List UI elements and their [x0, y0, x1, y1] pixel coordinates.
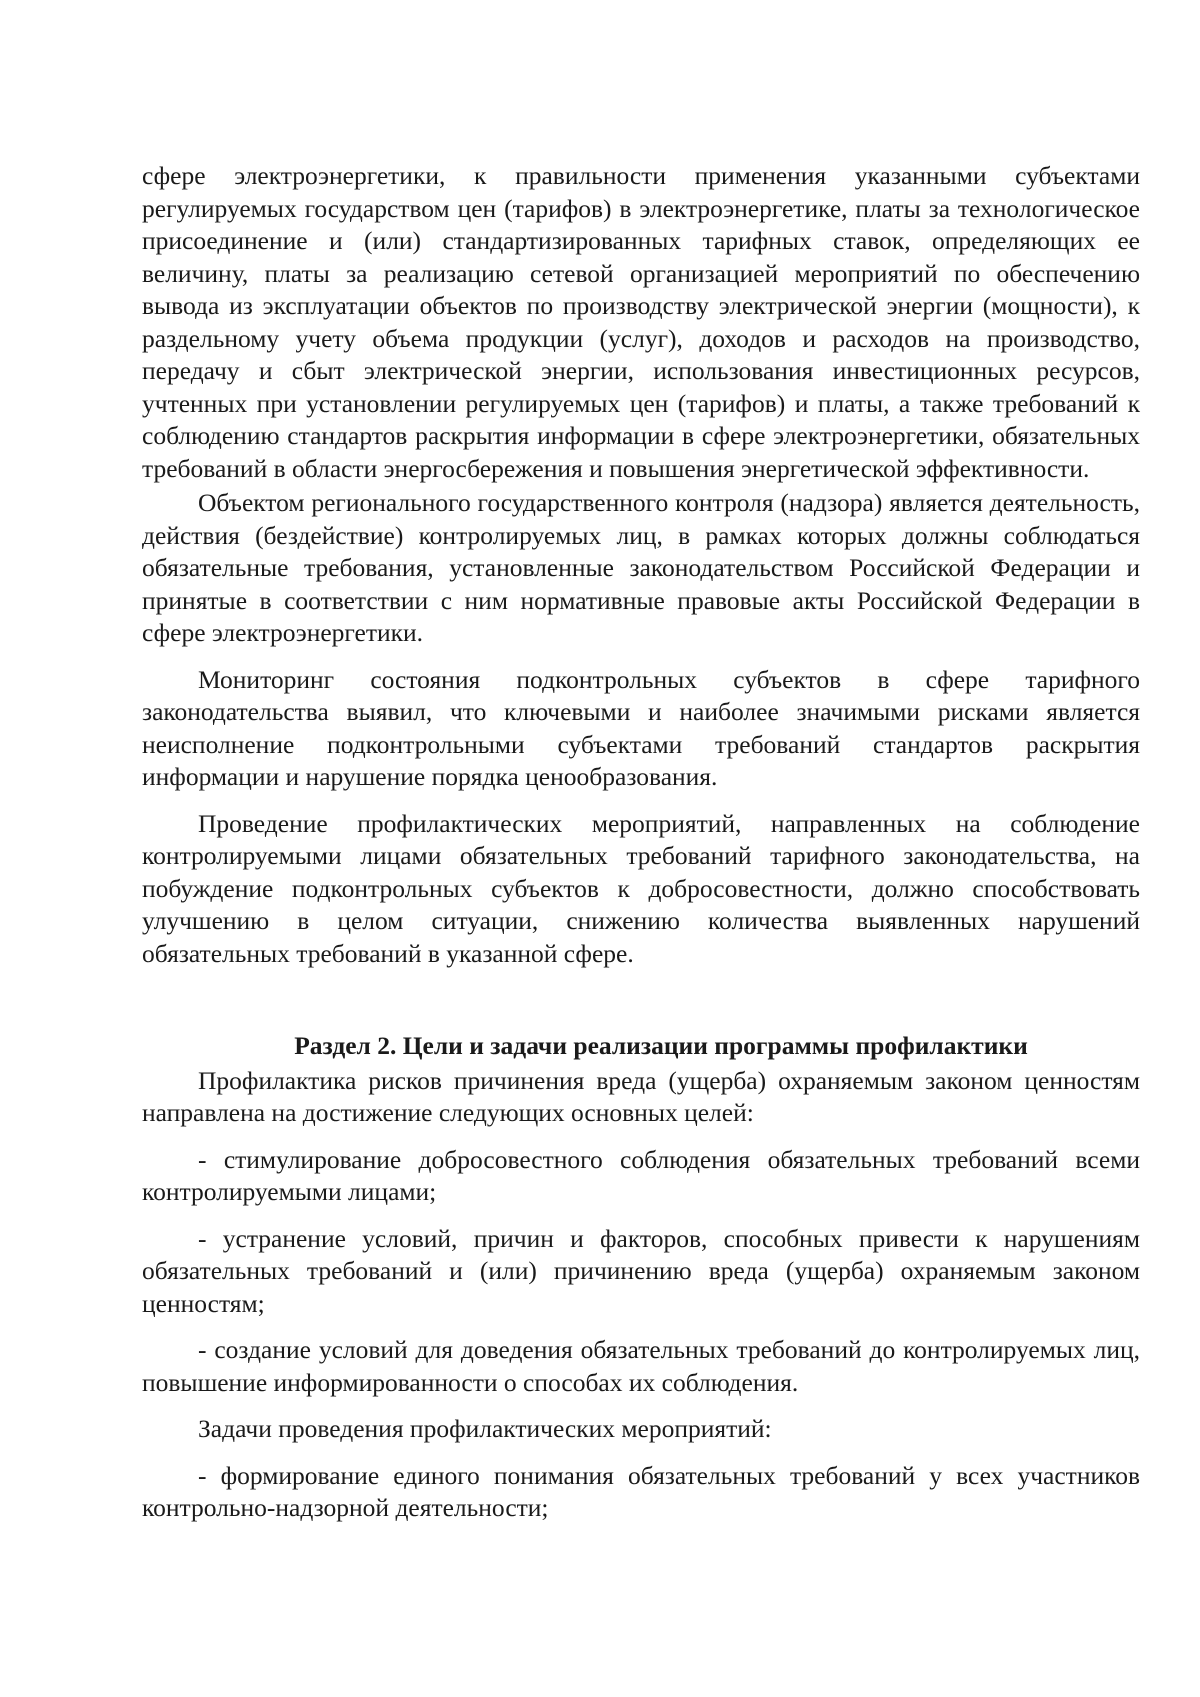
list-item-task-1: - формирование единого понимания обязательных требований у всех участников контрольно-надзорной деятельности; — [142, 1460, 1140, 1522]
list-item-goal-3: - создание условий для доведения обязательных требований до контролируемых лиц, повышение информированности о способах их соблюдения. — [142, 1335, 1140, 1397]
document-body — [142, 160, 1140, 1525]
paragraph-scope-continuation: сфере электроэнергетики, к правильности применения указанными субъектами регулируемых государством цен (тарифов) в электроэнергетике, платы за технологическое присоединение и (или) стандартизированных тарифных ставок, определяющих ее величину, платы за реализацию сетевой организацией мероприятий по обеспечению вывода из эксплуатации объектов по производству электрической энергии (мощности), к раздельному учету объема продукции (услуг), доходов и расходов на производство, передачу и сбыт электрической энергии, использования инвестиционных ресурсов, учтенных при установлении регулируемых цен (тарифов) и платы, а также требований к соблюдению стандартов раскрытия информации в сфере электроэнергетики, обязательных требований в области энергосбережения и повышения энергетической эффективности. — [142, 161, 1140, 483]
list-item-goal-1: - стимулирование добросовестного соблюдения обязательных требований всеми контролируемыми лицами; — [142, 1144, 1140, 1206]
paragraph-monitoring: Мониторинг состояния подконтрольных субъектов в сфере тарифного законодательства выявил, что ключевыми и наиболее значимыми рисками является неисполнение подконтрольными субъектами требований стандартов раскрытия информации и нарушение порядка ценообразования. — [142, 664, 1140, 791]
paragraph-prevention-measures: Проведение профилактических мероприятий, направленных на соблюдение контролируемыми лицами обязательных требований тарифного законодательства, на побуждение подконтрольных субъектов к добросовестности, должно способствовать улучшению в целом ситуации, снижению количества выявленных нарушений обязательных требований в указанной сфере. — [142, 808, 1140, 968]
section-2-heading: Раздел 2. Цели и задачи реализации программы профилактики — [294, 1031, 1028, 1060]
paragraph-control-object: Объектом регионального государственного контроля (надзора) является деятельность, действия (бездействие) контролируемых лиц, в рамках которых должны соблюдаться обязательные требования, установленные законодательством Российской Федерации и принятые в соответствии с ним нормативные правовые акты Российской Федерации в сфере электроэнергетики. — [142, 488, 1140, 647]
list-item-goal-2: - устранение условий, причин и факторов, способных привести к нарушениям обязательных требований и (или) причинению вреда (ущерба) охраняемым законом ценностям; — [142, 1223, 1140, 1318]
paragraph-tasks-intro: Задачи проведения профилактических мероприятий: — [198, 1414, 772, 1443]
paragraph-goals-intro: Профилактика рисков причинения вреда (ущерба) охраняемым законом ценностям направлена на достижение следующих основных целей: — [142, 1065, 1140, 1127]
